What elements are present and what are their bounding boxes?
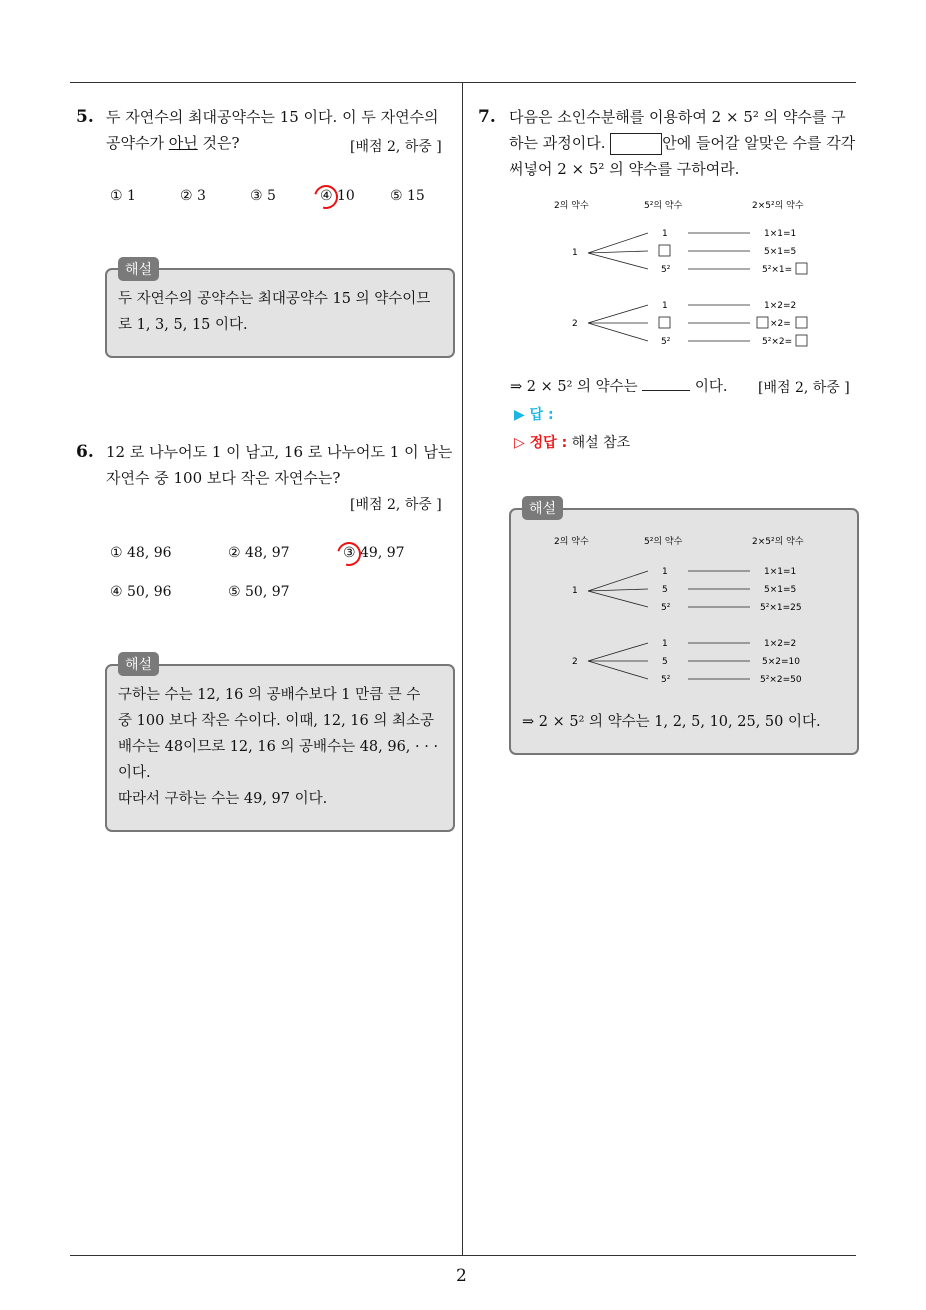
explanation-divisor-tree xyxy=(540,531,840,700)
tree-result: 5²×1=25 xyxy=(760,603,802,613)
bottom-rule xyxy=(70,1255,856,1256)
question-line: 두 자연수의 최대공약수는 15 이다. 이 두 자연수의 xyxy=(106,108,439,126)
explanation-result: ⇒ 2 × 5² 의 약수는 1, 2, 5, 10, 25, 50 이다. xyxy=(522,714,821,730)
question-line xyxy=(509,130,855,156)
blank-square xyxy=(659,317,670,328)
question-line: 다음은 소인수분해를 이용하여 2 × 5² 의 약수를 구 xyxy=(509,108,846,126)
header-divisors-of-product: 2×5²의 약수 xyxy=(752,537,804,547)
result-text: ⇒ 2 × 5² 의 약수는 xyxy=(510,379,638,395)
question-line: 12 로 나누어도 1 이 남고, 16 로 나누어도 1 이 남는 xyxy=(106,443,453,461)
divisor-tree-diagram xyxy=(540,195,840,364)
tree-result: 1×1=1 xyxy=(764,229,797,239)
tree-result: 1×2=2 xyxy=(764,301,797,311)
tree-mid: 5² xyxy=(661,675,671,685)
tree-mid: 5 xyxy=(662,657,668,667)
explanation-text xyxy=(118,286,430,338)
choice-1[interactable]: ① 48, 96 xyxy=(110,545,172,561)
tree-mid: 1 xyxy=(662,229,668,239)
header-divisors-of-2: 2의 약수 xyxy=(554,537,589,547)
choice-1[interactable]: ① 1 xyxy=(110,188,136,204)
choice-4[interactable]: ④ 50, 96 xyxy=(110,584,172,600)
choice-5[interactable]: ⑤ 50, 97 xyxy=(228,584,290,600)
tree-mid: 1 xyxy=(662,639,668,649)
explanation-line: 구하는 수는 12, 16 의 공배수보다 1 만큼 큰 수 xyxy=(118,687,421,703)
header-divisors-of-5sq: 5²의 약수 xyxy=(644,537,683,547)
explanation-line: 중 100 보다 작은 수이다. 이때, 12, 16 의 최소공 xyxy=(118,713,434,729)
correct-answer-row xyxy=(514,432,630,452)
explanation-line: 배수는 48이므로 12, 16 의 공배수는 48, 96, · · · xyxy=(118,739,439,755)
choice-5[interactable]: ⑤ 15 xyxy=(390,188,425,204)
tree-mid: 1 xyxy=(662,567,668,577)
tree-result: 1×1=1 xyxy=(764,567,797,577)
explanation-line: 이다. xyxy=(118,765,151,781)
explanation-line: 두 자연수의 공약수는 최대공약수 15 의 약수이므 xyxy=(118,291,431,307)
tree-mid: 5² xyxy=(661,337,671,347)
score-label: [배점 2, 하중 ] xyxy=(758,380,850,396)
tree-root: 2 xyxy=(572,657,578,667)
answer-blank-line xyxy=(642,372,690,391)
text-part: 안에 들어갈 알맞은 수를 각각 xyxy=(662,134,856,152)
result-text: 이다. xyxy=(694,379,728,395)
tree-mid: 5² xyxy=(661,603,671,613)
question-line: 써넣어 2 × 5² 의 약수를 구하여라. xyxy=(509,160,740,178)
blank-square xyxy=(796,335,807,346)
header-divisors-of-5sq: 5²의 약수 xyxy=(644,201,683,211)
choice-2[interactable]: ② 48, 97 xyxy=(228,545,290,561)
tree-result: 5²×2= xyxy=(762,337,793,347)
header-divisors-of-2: 2의 약수 xyxy=(554,201,589,211)
choice-3[interactable]: ③ 49, 97 xyxy=(343,545,405,561)
divisor-tree-svg xyxy=(540,195,840,360)
answer-mark-circle xyxy=(333,538,366,571)
tree-root: 1 xyxy=(572,248,578,258)
page-number: 2 xyxy=(456,1266,467,1286)
text-part: 것은? xyxy=(197,134,240,152)
choice-3[interactable]: ③ 5 xyxy=(250,188,276,204)
correct-value: 해설 참조 xyxy=(571,435,631,451)
blank-square xyxy=(659,245,670,256)
tree-result: 5×2=10 xyxy=(762,657,800,667)
tree-result: 5×1=5 xyxy=(764,585,797,595)
choice-4[interactable]: ④ 10 xyxy=(320,188,355,204)
question-number: 5. xyxy=(76,107,94,127)
tree-mid: 5 xyxy=(662,585,668,595)
blank-square xyxy=(757,317,768,328)
result-line xyxy=(510,372,727,400)
tree-result: 5²×2=50 xyxy=(760,675,802,685)
tree-mid: 5² xyxy=(661,265,671,275)
tree-mid: 1 xyxy=(662,301,668,311)
choice-2[interactable]: ② 3 xyxy=(180,188,206,204)
explanation-line: 로 1, 3, 5, 15 이다. xyxy=(118,317,248,333)
explanation-tag: 해설 xyxy=(118,652,159,676)
top-rule xyxy=(70,82,856,83)
header-divisors-of-product: 2×5²의 약수 xyxy=(752,201,804,211)
explanation-tag: 해설 xyxy=(522,496,563,520)
score-label: [배점 2, 하중 ] xyxy=(350,497,442,513)
question-number: 6. xyxy=(76,442,94,462)
explanation-line: 따라서 구하는 수는 49, 97 이다. xyxy=(118,791,328,807)
tree-result: 1×2=2 xyxy=(764,639,797,649)
underlined-text: 아닌 xyxy=(168,134,198,152)
blank-square xyxy=(796,317,807,328)
question-line: 자연수 중 100 보다 작은 자연수는? xyxy=(106,469,341,487)
tree-result: ×2= xyxy=(770,319,791,329)
text-part: 하는 과정이다. xyxy=(509,134,611,152)
question-number: 7. xyxy=(478,107,496,127)
tree-root: 2 xyxy=(572,319,578,329)
tree-result: 5×1=5 xyxy=(764,247,797,257)
tree-result: 5²×1= xyxy=(762,265,793,275)
tree-root: 1 xyxy=(572,586,578,596)
explanation-tree-svg xyxy=(540,531,840,696)
question-text xyxy=(509,104,855,182)
blank-square xyxy=(796,263,807,274)
explanation-text xyxy=(118,682,438,812)
score-label: [배점 2, 하중 ] xyxy=(350,139,442,155)
explanation-tag: 해설 xyxy=(118,257,159,281)
answer-label: ▶ 답 : xyxy=(514,407,554,423)
question-text xyxy=(106,439,452,491)
correct-label: ▷ 정답 : xyxy=(514,435,568,451)
answer-mark-circle xyxy=(310,181,343,214)
text-part: 공약수가 xyxy=(106,134,169,152)
blank-box xyxy=(610,133,662,155)
column-divider xyxy=(462,83,463,1255)
